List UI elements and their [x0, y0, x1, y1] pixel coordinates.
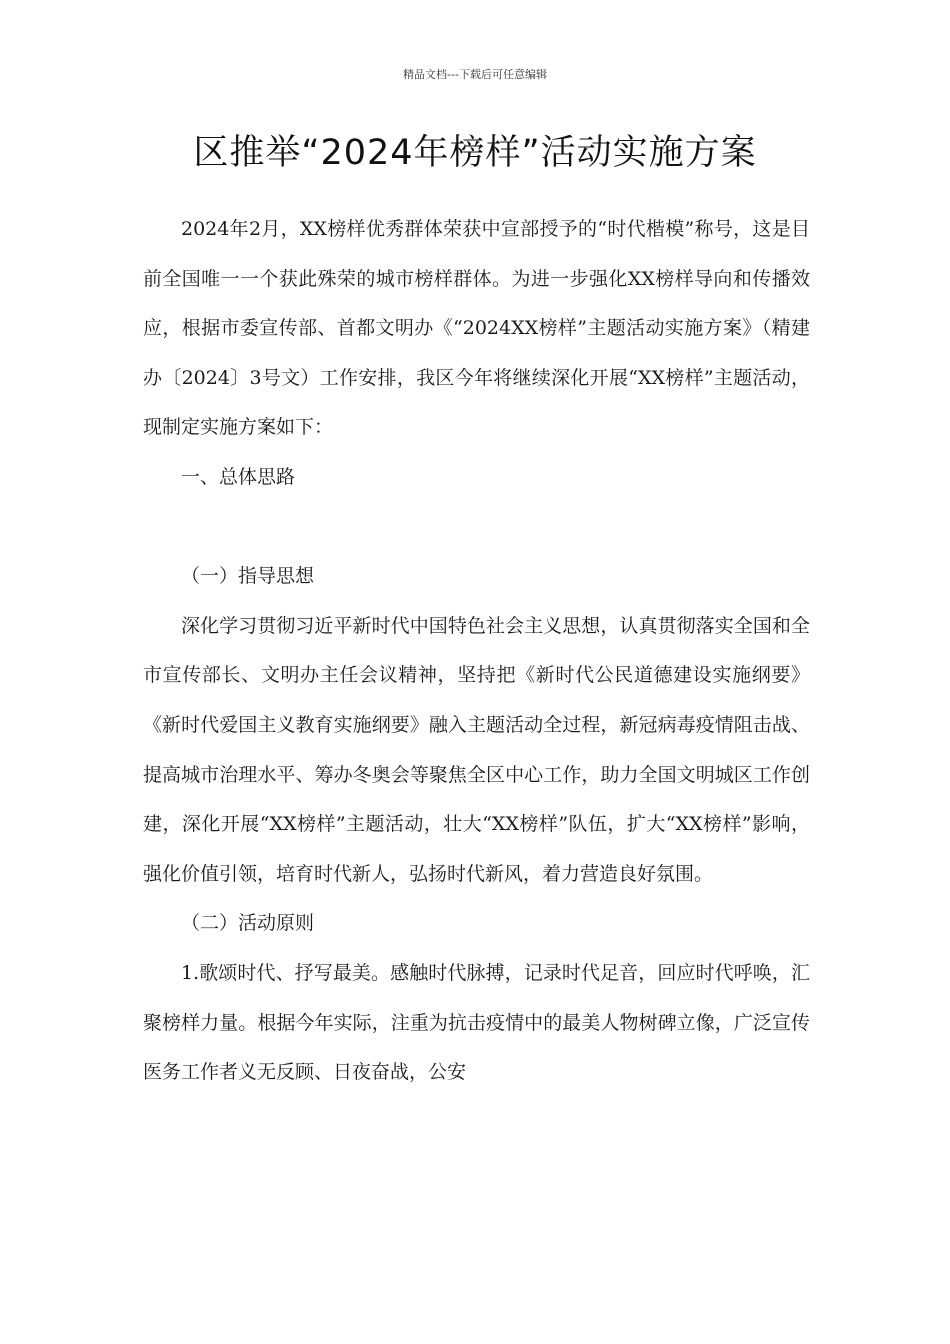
guiding-thought-paragraph: 深化学习贯彻习近平新时代中国特色社会主义思想，认真贯彻落实全国和全市宣传部长、文明办主任会议精神，坚持把《新时代公民道德建设实施纲要》《新时代爱国主义教育实施纲要》融入主题活动全过程，新冠病毒疫情阻击战、提高城市治理水平、筹办冬奥会等聚焦全区中心工作，助力全国文明城区工作创建，深化开展“XX榜样”主题活动，壮大“XX榜样”队伍，扩大“XX榜样”影响，强化价值引领，培育时代新人，弘扬时代新风，着力营造良好氛围。 — [143, 614, 810, 885]
intro-paragraph: 2024年2月，XX榜样优秀群体荣获中宣部授予的“时代楷模”称号，这是目前全国唯一一个获此殊荣的城市榜样群体。为进一步强化XX榜样导向和传播效应，根据市委宣传部、首都文明办《“2024XX榜样”主题活动实施方案》（精建办〔2024〕3号文）工作安排，我区今年将继续深化开展“XX榜样”主题活动，现制定实施方案如下： — [143, 218, 810, 439]
header-note: 精品文档---下载后可任意编辑 — [403, 68, 547, 81]
subsection-heading-principles: （二）活动原则 — [181, 912, 315, 935]
principle-1-paragraph: 1.歌颂时代、抒写最美。感触时代脉搏，记录时代足音，回应时代呼唤，汇聚榜样力量。根据今年实际，注重为抗击疫情中的最美人物树碑立像，广泛宣传医务工作者义无反顾、日夜奋战，公安 — [143, 961, 810, 1084]
document-title: 区推举“2024年榜样”活动实施方案 — [193, 133, 757, 173]
subsection-heading-guiding-thought: （一）指导思想 — [181, 565, 315, 588]
section-heading-overall: 一、总体思路 — [181, 465, 296, 488]
blank-line — [143, 503, 810, 553]
document-body — [143, 205, 810, 1098]
